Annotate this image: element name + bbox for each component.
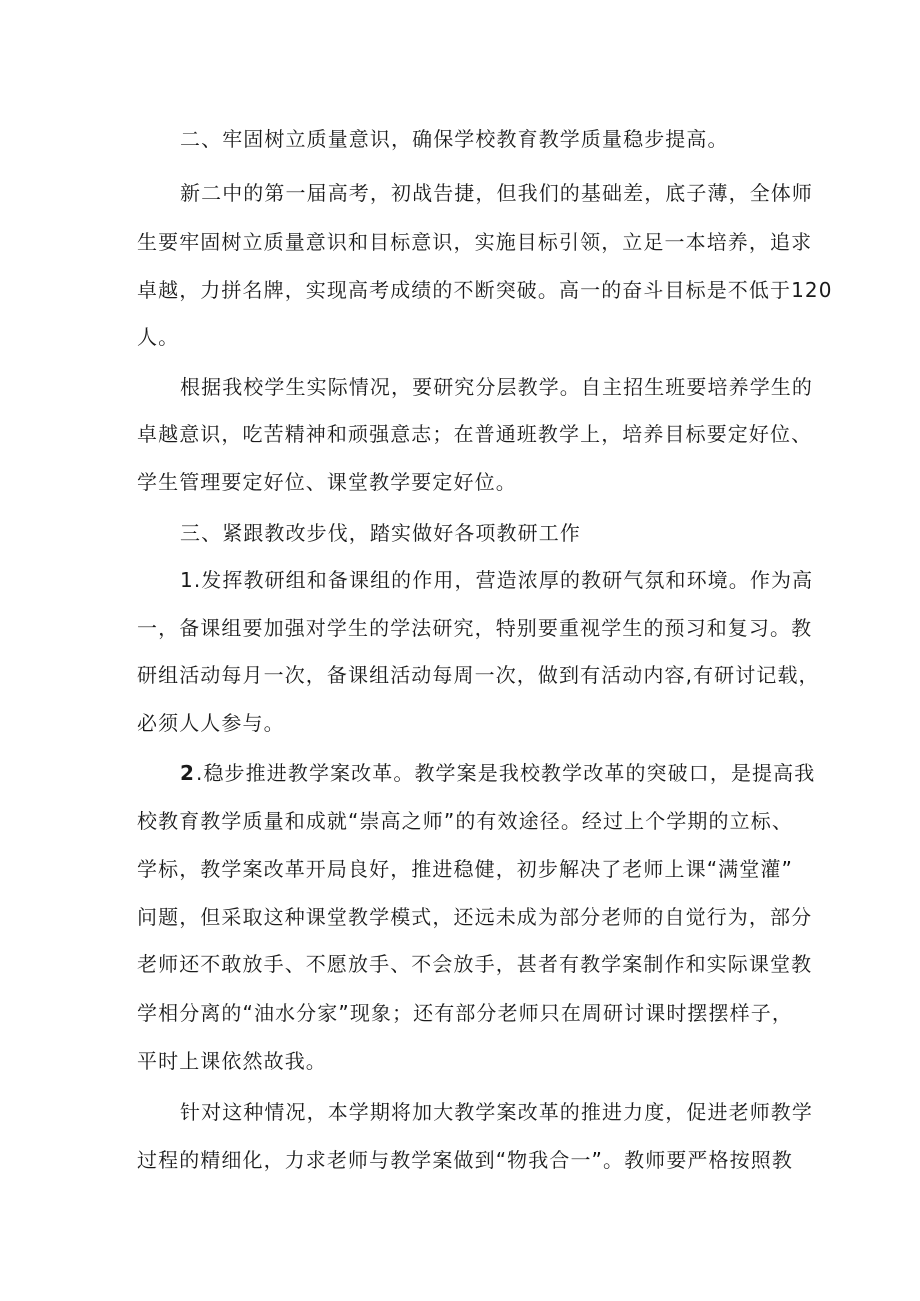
paragraph-line: 老师还不敢放手、不愿放手、不会放手，甚者有教学案制作和实际课堂教	[137, 952, 813, 976]
paragraph-line: 卓越，力拼名牌，实现高考成绩的不断突破。高一的奋斗目标是不低于120	[137, 278, 833, 302]
section-heading-3: 三、紧跟教改步伐，踏实做好各项教研工作	[180, 521, 581, 545]
paragraph-line: 生要牢固树立质量意识和目标意识，实施目标引领，立足一本培养，追求	[137, 230, 813, 254]
paragraph-line: 人。	[137, 325, 180, 349]
paragraph-line: 针对这种情况，本学期将加大教学案改革的推进力度，促进老师教学	[180, 1100, 813, 1124]
paragraph-line: .稳步推进教学案改革。教学案是我校教学改革的突破口，是提高我	[196, 761, 816, 785]
paragraph-line: 过程的精细化，力求老师与教学案做到“物我合一”。教师要严格按照教	[137, 1148, 793, 1172]
paragraph-line: 学生管理要定好位、课堂教学要定好位。	[137, 470, 517, 494]
paragraph-line: 学标，教学案改革开局良好，推进稳健，初步解决了老师上课“满堂灌”	[137, 857, 793, 881]
paragraph-line: 新二中的第一届高考，初战告捷，但我们的基础差，底子薄，全体师	[180, 181, 813, 205]
list-number: 2	[180, 761, 196, 785]
section-heading-2: 二、牢固树立质量意识，确保学校教育教学质量稳步提高。	[180, 127, 729, 151]
paragraph-line: 一，备课组要加强对学生的学法研究，特别要重视学生的预习和复习。教	[137, 616, 813, 640]
paragraph-line: 研组活动每月一次，备课组活动每周一次，做到有活动内容,有研讨记载，	[137, 663, 820, 687]
paragraph-line: 根据我校学生实际情况，要研究分层教学。自主招生班要培养学生的	[180, 375, 813, 399]
paragraph-line: 1.发挥教研组和备课组的作用，营造浓厚的教研气氛和环境。作为高	[180, 568, 814, 592]
paragraph-line: 平时上课依然故我。	[137, 1049, 327, 1073]
paragraph-line: 卓越意识，吃苦精神和顽强意志；在普通班教学上，培养目标要定好位、	[137, 422, 813, 446]
paragraph-line: 问题，但采取这种课堂教学模式，还远未成为部分老师的自觉行为，部分	[137, 905, 813, 929]
paragraph-line: 必须人人参与。	[137, 711, 285, 735]
paragraph-line: 学相分离的“油水分家”现象；还有部分老师只在周研讨课时摆摆样子，	[137, 1001, 793, 1025]
paragraph-line: 校教育教学质量和成就“崇高之师”的有效途径。经过上个学期的立标、	[137, 809, 793, 833]
